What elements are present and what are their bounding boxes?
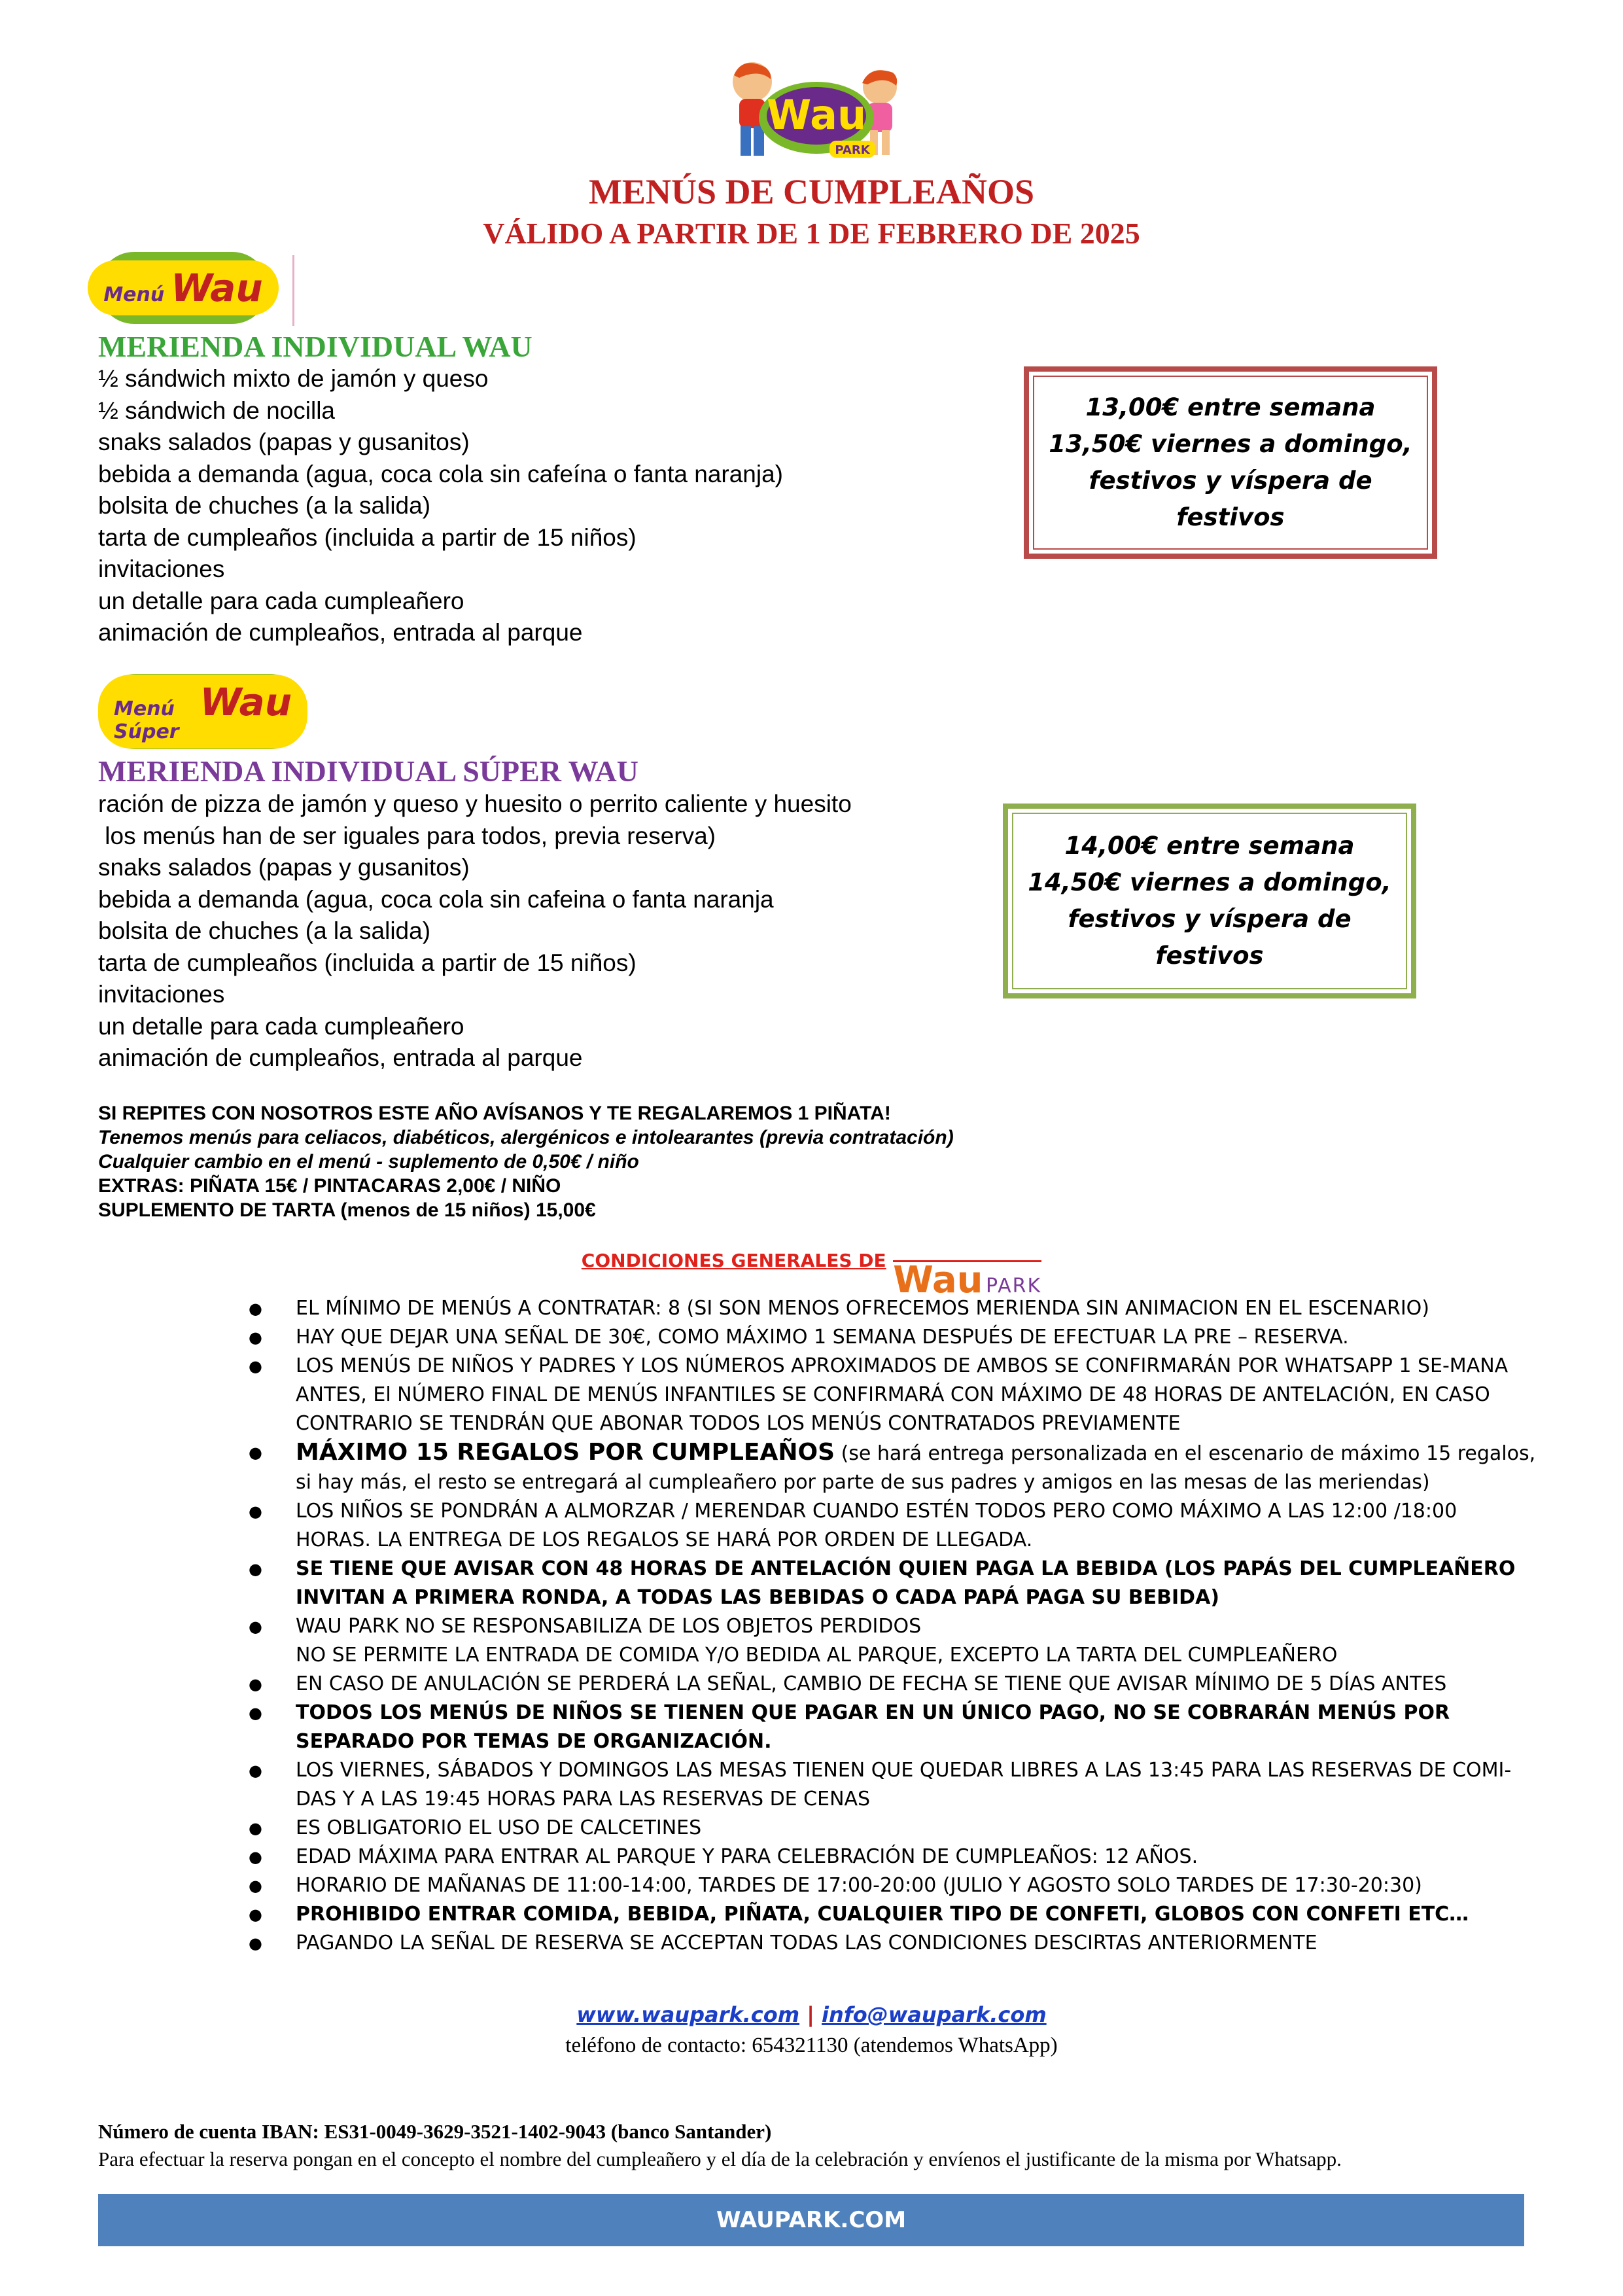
list-item: ● MÁXIMO 15 REGALOS POR CUMPLEAÑOS (se hará entrega personalizada en el escenario de máximo 15 regalos, si hay más, el resto se entregará al cumpleañero por parte de sus padres y amigos en las mesas de las meriendas) xyxy=(249,1439,1536,1494)
list-item: ● SE TIENE QUE AVISAR CON 48 HORAS DE ANTELACIÓN QUIEN PAGA LA BEBIDA (LOS PAPÁS DEL CUMPLEAÑERO INVITAN A PRIMERA RONDA, A TODAS LAS BEBIDAS O CADA PAPÁ PAGA SU BEBIDA) xyxy=(249,1557,1516,1609)
email-link[interactable]: info@waupark.com xyxy=(822,2002,1047,2027)
badge-divider xyxy=(292,255,294,326)
menu-wau-items xyxy=(98,363,783,649)
menu-change-note: Cualquier cambio en el menú - suplemento de 0,50€ / niño xyxy=(98,1151,639,1173)
list-item: un detalle para cada cumpleañero xyxy=(98,1012,464,1040)
list-item: ● EN CASO DE ANULACIÓN SE PERDERÁ LA SEÑAL, CAMBIO DE FECHA SE TIENE QUE AVISAR MÍNIMO DE 5 DÍAS ANTES xyxy=(249,1672,1447,1695)
footer-text: WAUPARK.COM xyxy=(716,2207,907,2233)
contact-phone: teléfono de contacto: 654321130 (atendemos WhatsApp) xyxy=(565,2034,1058,2057)
bank-note: Para efectuar la reserva pongan en el concepto el nombre del cumpleañero y el día de la celebración y envíenos el justificante de la misma por Whatsapp. xyxy=(98,2147,1342,2170)
price-line: festivos xyxy=(1155,942,1264,970)
logo-sub: PARK xyxy=(835,143,870,157)
conditions-logo-sub: PARK xyxy=(985,1275,1042,1298)
list-item: tarta de cumpleaños (incluida a partir de 15 niños) xyxy=(98,949,637,976)
list-item: tarta de cumpleaños (incluida a partir de 15 niños) xyxy=(98,523,637,551)
logo-text: Wau xyxy=(766,91,867,139)
extras-prices: EXTRAS: PIÑATA 15€ / PINTACARAS 2,00€ / NIÑO xyxy=(98,1175,561,1197)
list-item: snaks salados (papas y gusanitos) xyxy=(98,854,470,881)
extras-block xyxy=(98,1101,954,1222)
list-item: ● EDAD MÁXIMA PARA ENTRAR AL PARQUE Y PARA CELEBRACIÓN DE CUMPLEAÑOS: 12 AÑOS. xyxy=(249,1845,1198,1868)
list-item: ● HORARIO DE MAÑANAS DE 11:00-14:00, TARDES DE 17:00-20:00 (JULIO Y AGOSTO SOLO TARDES DE 17:30-20:30) xyxy=(249,1874,1422,1897)
badge-word: Wau xyxy=(171,266,263,310)
conditions-logo-word: Wau xyxy=(893,1259,983,1301)
list-item: bolsita de chuches (a la salida) xyxy=(98,917,431,944)
price-line: 13,50€ viernes a domingo, xyxy=(1049,430,1412,458)
piñata-promo: SI REPITES CON NOSOTROS ESTE AÑO AVÍSANOS Y TE REGALAREMOS 1 PIÑATA! xyxy=(98,1103,891,1124)
menu-super-wau-items xyxy=(98,788,852,1074)
conditions-title: CONDICIONES GENERALES DE xyxy=(581,1250,886,1271)
list-item: un detalle para cada cumpleañero xyxy=(98,587,464,614)
list-item: ración de pizza de jamón y queso y huesito o perrito caliente y huesito xyxy=(98,790,852,817)
list-item: invitaciones xyxy=(98,556,225,582)
list-item: ● ES OBLIGATORIO EL USO DE CALCETINES xyxy=(249,1816,702,1839)
waupark-logo xyxy=(713,56,916,167)
menu-wau-badge xyxy=(98,252,268,324)
list-item: ● LOS MENÚS DE NIÑOS Y PADRES Y LOS NÚMEROS APROXIMADOS DE AMBOS SE CONFIRMARÁN POR WHATSAPP 1 SE-MANA ANTES, El NÚMERO FINAL DE MENÚS INFANTILES SE CONFIRMARÁ CON MÁXIMO DE 48 HORAS DE ANTELACIÓN, EN CASO CONTRARIO SE TENDRÁN QUE ABONAR TODOS LOS MENÚS CONTRATADOS PREVIAMENTE xyxy=(249,1354,1509,1435)
conditions-heading xyxy=(0,1250,1623,1301)
menu-super-wau-title: MERIENDA INDIVIDUAL SÚPER WAU xyxy=(98,754,639,788)
badge-prefix: Menú Súper xyxy=(114,698,179,743)
price-line: festivos y víspera de xyxy=(1089,467,1372,495)
link-separator: | xyxy=(807,2002,814,2027)
menu-super-wau-badge xyxy=(98,674,307,749)
list-item: snaks salados (papas y gusanitos) xyxy=(98,429,470,455)
conditions-list xyxy=(249,1294,1537,1958)
menu-wau-price-box xyxy=(1024,366,1437,559)
list-item: animación de cumpleaños, entrada al parque xyxy=(98,1044,583,1071)
list-item: bebida a demanda (agua, coca cola sin cafeina o fanta naranja xyxy=(98,885,774,913)
page-subtitle: VÁLIDO A PARTIR DE 1 DE FEBRERO DE 2025 xyxy=(483,217,1140,250)
badge-word: Wau xyxy=(200,680,292,724)
page-title: MENÚS DE CUMPLEAÑOS xyxy=(588,172,1035,211)
cake-supplement: SUPLEMENTO DE TARTA (menos de 15 niños) 15,00€ xyxy=(98,1199,596,1221)
list-item: ● TODOS LOS MENÚS DE NIÑOS SE TIENEN QUE PAGAR EN UN ÚNICO PAGO, NO SE COBRARÁN MENÚS POR SEPARADO POR TEMAS DE ORGANIZACIÓN. xyxy=(249,1701,1450,1753)
list-item: ● LOS NIÑOS SE PONDRÁN A ALMORZAR / MERENDAR CUANDO ESTÉN TODOS PERO COMO MÁXIMO A LAS 12:00 /18:00 HORAS. LA ENTREGA DE LOS REGALOS SE HARÁ POR ORDEN DE LLEGADA. xyxy=(249,1500,1457,1551)
list-item: ½ sándwich mixto de jamón y queso xyxy=(98,365,489,392)
price-line: festivos y víspera de xyxy=(1068,905,1352,933)
price-line: festivos xyxy=(1176,503,1285,531)
list-item: ● PROHIBIDO ENTRAR COMIDA, BEBIDA, PIÑATA, CUALQUIER TIPO DE CONFETI, GLOBOS CON CONFETI ETC… xyxy=(249,1903,1469,1926)
list-item: bolsita de chuches (a la salida) xyxy=(98,492,431,519)
list-item: ● EL MÍNIMO DE MENÚS A CONTRATAR: 8 (SI SON MENOS OFRECEMOS MERIENDA SIN ANIMACION EN EL ESCENARIO) xyxy=(249,1297,1429,1320)
list-item: ● PAGANDO LA SEÑAL DE RESERVA SE ACCEPTAN TODAS LAS CONDICIONES DESCIRTAS ANTERIORMENTE xyxy=(249,1932,1318,1954)
contact-links xyxy=(0,2002,1623,2027)
list-item: ● LOS VIERNES, SÁBADOS Y DOMINGOS LAS MESAS TIENEN QUE QUEDAR LIBRES A LAS 13:45 PARA LAS RESERVAS DE COMI-DAS Y A LAS 19:45 HORAS PARA LAS RESERVAS DE CENAS xyxy=(249,1759,1512,1810)
price-line: 14,50€ viernes a domingo, xyxy=(1028,868,1391,896)
list-item: invitaciones xyxy=(98,981,225,1008)
list-item: ½ sándwich de nocilla xyxy=(98,397,335,424)
price-line: 14,00€ entre semana xyxy=(1064,832,1355,860)
list-item: los menús han de ser iguales para todos, previa reserva) xyxy=(98,822,716,849)
bank-iban: Número de cuenta IBAN: ES31-0049-3629-3521-1402-9043 (banco Santander) xyxy=(98,2120,772,2143)
badge-prefix: Menú xyxy=(103,283,165,306)
menu-wau-title: MERIENDA INDIVIDUAL WAU xyxy=(98,330,532,363)
list-item: bebida a demanda (agua, coca cola sin cafeína o fanta naranja) xyxy=(98,460,784,487)
list-item: ● HAY QUE DEJAR UNA SEÑAL DE 30€, COMO MÁXIMO 1 SEMANA DESPUÉS DE EFECTUAR LA PRE – RESERVA. xyxy=(249,1326,1349,1349)
menu-super-wau-price-box xyxy=(1003,804,1416,998)
price-line: 13,00€ entre semana xyxy=(1085,393,1376,421)
special-menus-note: Tenemos menús para celiacos, diabéticos, alergénicos e intolearantes (previa contratación) xyxy=(98,1127,954,1148)
list-item: animación de cumpleaños, entrada al parque xyxy=(98,619,583,646)
list-item: ● WAU PARK NO SE RESPONSABILIZA DE LOS OBJETOS PERDIDOS xyxy=(249,1615,922,1638)
list-item: NO SE PERMITE LA ENTRADA DE COMIDA Y/O BEDIDA AL PARQUE, EXCEPTO LA TARTA DEL CUMPLEAÑERO xyxy=(296,1644,1338,1667)
website-link[interactable]: www.waupark.com xyxy=(576,2002,800,2027)
footer-bar xyxy=(98,2194,1524,2246)
